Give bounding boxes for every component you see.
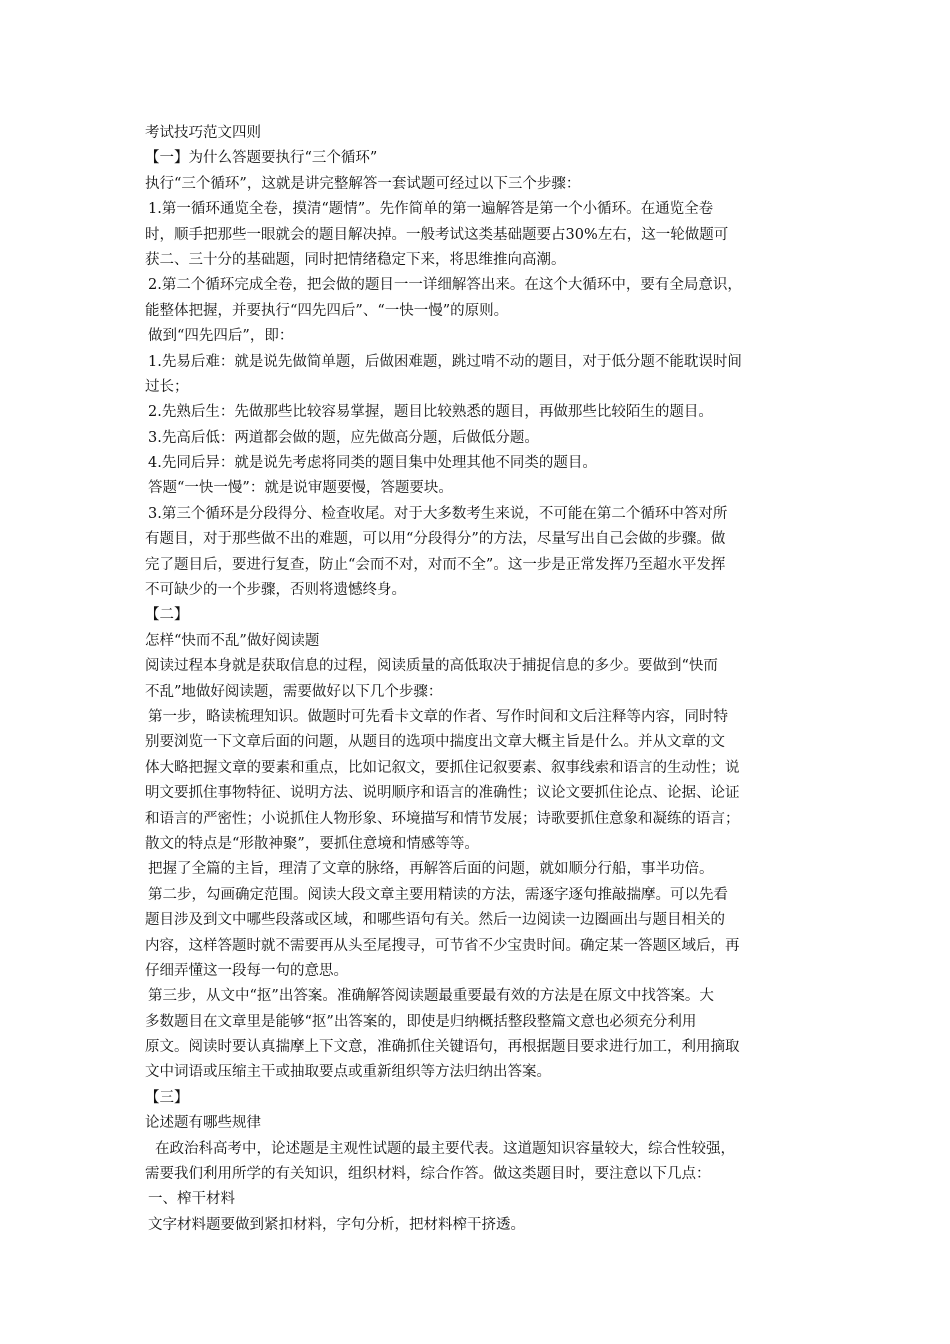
paragraph-line: 答题“一快一慢”：就是说审题要慢，答题要块。 <box>148 480 453 497</box>
paragraph-line: 需要我们利用所学的有关知识，组织材料，综合作答。做这类题目时，要注意以下几点： <box>145 1166 711 1183</box>
paragraph-line: 2.先熟后生：先做那些比较容易掌握，题目比较熟悉的题目，再做那些比较陌生的题目。 <box>148 404 713 421</box>
paragraph-line: 明文要抓住事物特征、说明方法、说明顺序和语言的准确性；议论文要抓住论点、论据、论证 <box>145 785 740 802</box>
document-title: 考试技巧范文四则 <box>145 125 261 141</box>
paragraph-line: 做到“四先四后”，即： <box>148 328 294 345</box>
paragraph-line: 阅读过程本身就是获取信息的过程，阅读质量的高低取决于捕捉信息的多少。要做到“快而 <box>145 658 718 675</box>
paragraph-line: 执行“三个循环”，这就是讲完整解答一套试题可经过以下三个步骤： <box>145 175 581 192</box>
paragraph-line: 体大略把握文章的要素和重点，比如记叙文，要抓住记叙要素、叙事线索和语言的生动性；说 <box>145 759 740 776</box>
section-heading-2: 【二】 <box>145 607 189 624</box>
paragraph-line: 能整体把握，并要执行“四先四后”、“一快一慢”的原则。 <box>145 302 509 319</box>
section-heading-3: 【三】 <box>145 1089 189 1106</box>
paragraph-line: 获二、三十分的基础题，同时把情绪稳定下来，将思维推向高潮。 <box>145 251 566 268</box>
document-page <box>145 121 807 1238</box>
paragraph-line: 文中词语或压缩主干或抽取要点或重新组织等方法归纳出答案。 <box>145 1064 551 1081</box>
paragraph-line: 多数题目在文章里是能够“抠”出答案的，即使是归纳概括整段整篇文意也必须充分利用 <box>145 1013 697 1030</box>
paragraph-line: 第二步，勾画确定范围。阅读大段文章主要用精读的方法，需逐字逐句推敲揣摩。可以先看 <box>148 886 728 903</box>
paragraph-line: 一、榨干材料 <box>148 1191 235 1208</box>
paragraph-line: 有题目，对于那些做不出的难题，可以用“分段得分”的方法，尽量写出自己会做的步骤。做 <box>145 531 726 548</box>
paragraph-line: 3.第三个循环是分段得分、检查收尾。对于大多数考生来说，不可能在第二个循环中答对所 <box>148 505 728 522</box>
paragraph-line: 4.先同后异：就是说先考虑将同类的题目集中处理其他不同类的题目。 <box>148 455 597 472</box>
paragraph-line: 3.先高后低：两道都会做的题，应先做高分题，后做低分题。 <box>148 429 539 446</box>
paragraph-line: 和语言的严密性；小说抓住人物形象、环境描写和情节发展；诗歌要抓住意象和凝练的语言； <box>145 810 740 827</box>
paragraph-line: 第三步，从文中“抠”出答案。准确解答阅读题最重要最有效的方法是在原文中找答案。大 <box>148 988 714 1005</box>
paragraph-line: 在政治科高考中，论述题是主观性试题的最主要代表。这道题知识容量较大，综合性较强， <box>155 1140 735 1157</box>
paragraph-line: 题目涉及到文中哪些段落或区域，和哪些语句有关。然后一边阅读一边圈画出与题目相关的 <box>145 912 725 929</box>
paragraph-line: 时，顺手把那些一眼就会的题目解决掉。一般考试这类基础题要占30%左右，这一轮做题可 <box>145 226 729 243</box>
paragraph-line: 把握了全篇的主旨，理清了文章的脉络，再解答后面的问题，就如顺分行船，事半功倍。 <box>148 861 714 878</box>
section-subtitle: 怎样“快而不乱”做好阅读题 <box>145 632 320 649</box>
paragraph-line: 1.先易后难：就是说先做简单题，后做困难题，跳过啃不动的题目，对于低分题不能耽误时间 <box>148 353 742 370</box>
section-subtitle: 论述题有哪些规律 <box>145 1115 261 1132</box>
paragraph-line: 原文。阅读时要认真揣摩上下文意，准确抓住关键语句，再根据题目要求进行加工，利用摘取 <box>145 1039 740 1056</box>
paragraph-line: 2.第二个循环完成全卷，把会做的题目一一详细解答出来。在这个大循环中，要有全局意识， <box>148 277 742 294</box>
paragraph-line: 仔细弄懂这一段每一句的意思。 <box>145 962 348 979</box>
paragraph-line: 完了题目后，要进行复查，防止“会而不对，对而不全”。这一步是正常发挥乃至超水平发挥 <box>145 556 726 573</box>
paragraph-line: 散文的特点是“形散神聚”，要抓住意境和情感等等。 <box>145 835 479 852</box>
paragraph-line: 不乱”地做好阅读题，需要做好以下几个步骤： <box>145 683 443 700</box>
paragraph-line: 第一步，略读梳理知识。做题时可先看卡文章的作者、写作时间和文后注释等内容，同时特 <box>148 708 728 725</box>
paragraph-line: 内容，这样答题时就不需要再从头至尾搜寻，可节省不少宝贵时间。确定某一答题区域后，再 <box>145 937 740 954</box>
paragraph-line: 文字材料题要做到紧扣材料，字句分析，把材料榨干挤透。 <box>148 1216 525 1233</box>
section-heading-1: 【一】为什么答题要执行“三个循环” <box>145 150 378 167</box>
paragraph-line: 不可缺少的一个步骤，否则将遗憾终身。 <box>145 582 406 599</box>
paragraph-line: 1.第一循环通览全卷，摸清“题情”。先作简单的第一遍解答是第一个小循环。在通览全卷 <box>148 201 714 218</box>
paragraph-line: 过长； <box>145 378 189 395</box>
paragraph-line: 别要浏览一下文章后面的问题，从题目的选项中揣度出文章大概主旨是什么。并从文章的文 <box>145 734 725 751</box>
